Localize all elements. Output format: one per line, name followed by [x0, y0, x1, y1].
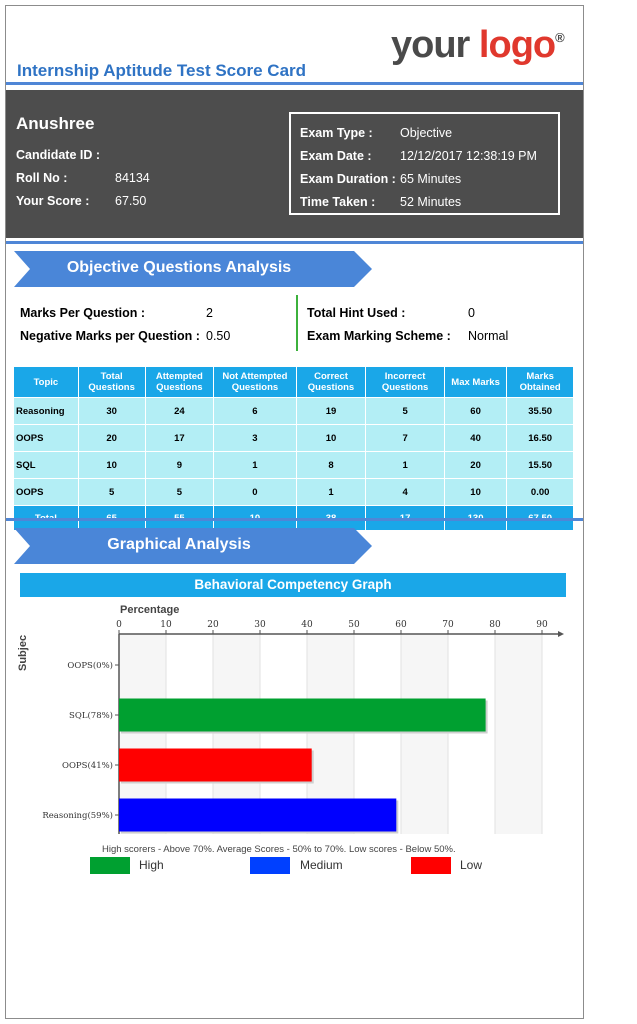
table-cell: 60: [444, 398, 506, 425]
x-tick-label: 20: [207, 620, 219, 630]
logo-accent-text: logo: [478, 24, 556, 66]
col-header-max-marks: Max Marks: [444, 367, 506, 398]
table-cell: 1: [366, 452, 445, 479]
table-cell: 3: [214, 425, 296, 452]
score-card-page: [5, 5, 584, 1019]
table-cell: 17: [145, 425, 214, 452]
table-cell: 5: [145, 479, 214, 506]
graph-section-heading: Graphical Analysis: [107, 536, 251, 553]
objective-section-heading: Objective Questions Analysis: [66, 259, 292, 276]
table-cell: 4: [366, 479, 445, 506]
logo-registered-mark: ®: [555, 30, 564, 45]
table-cell: 1: [214, 452, 296, 479]
table-cell: 5: [366, 398, 445, 425]
x-tick-label: 90: [536, 620, 548, 630]
marking-scheme-value: Normal: [468, 329, 509, 343]
x-tick-label: 50: [348, 620, 360, 630]
roll-no-value: 84134: [115, 171, 150, 185]
negative-marks-label: Negative Marks per Question :: [20, 329, 200, 343]
table-cell: 9: [145, 452, 214, 479]
candidate-id-label: Candidate ID :: [16, 148, 101, 162]
col-header-not-attempted: Not Attempted Questions: [214, 367, 296, 398]
col-header-total-questions: Total Questions: [78, 367, 145, 398]
x-axis-title: Percentage: [120, 604, 180, 616]
page-title: Internship Aptitude Test Score Card: [17, 61, 307, 80]
table-cell: 7: [366, 425, 445, 452]
table-cell: 10: [78, 452, 145, 479]
roll-no-label: Roll No :: [16, 171, 68, 185]
your-score-label: Your Score :: [16, 194, 90, 208]
table-cell: 30: [78, 398, 145, 425]
negative-marks-value: 0.50: [206, 329, 231, 343]
table-cell: 20: [444, 452, 506, 479]
exam-type-label: Exam Type :: [300, 126, 373, 140]
legend-label-high: High: [139, 858, 164, 872]
table-cell: 40: [444, 425, 506, 452]
x-tick-label: 30: [254, 620, 266, 630]
col-header-correct: Correct Questions: [296, 367, 366, 398]
col-header-incorrect: Incorrect Questions: [366, 367, 445, 398]
table-cell: 24: [145, 398, 214, 425]
exam-duration-label: Exam Duration :: [300, 172, 396, 186]
col-header-topic: Topic: [14, 367, 79, 398]
legend-label-low: Low: [460, 858, 483, 872]
time-taken-label: Time Taken :: [300, 195, 376, 209]
logo-main-text: your: [391, 24, 470, 66]
x-tick-label: 10: [160, 620, 172, 630]
bar: [119, 699, 486, 732]
legend-swatch-low: [411, 857, 451, 874]
exam-type-value: Objective: [400, 126, 453, 140]
col-header-attempted: Attempted Questions: [145, 367, 214, 398]
table-cell: OOPS: [14, 425, 79, 452]
competency-chart: [6, 6, 583, 846]
grid-band: [401, 634, 448, 834]
legend-swatch-medium: [250, 857, 290, 874]
table-cell: 6: [214, 398, 296, 425]
grid-band: [495, 634, 542, 834]
legend-note: High scorers - Above 70%. Average Scores - 50% to 70%. Low scores - Below 50%.: [102, 844, 456, 855]
x-tick-label: 70: [442, 620, 454, 630]
hint-used-value: 0: [468, 306, 475, 320]
exam-duration-value: 65 Minutes: [400, 172, 462, 186]
candidate-name: Anushree: [16, 114, 95, 133]
table-cell: 20: [78, 425, 145, 452]
time-taken-value: 52 Minutes: [400, 195, 462, 209]
table-cell: 1: [296, 479, 366, 506]
table-cell: 0: [214, 479, 296, 506]
y-tick-label: OOPS(0%): [67, 661, 113, 671]
col-header-marks-obtained: Marks Obtained: [507, 367, 574, 398]
x-tick-label: 40: [301, 620, 313, 630]
your-score-value: 67.50: [115, 194, 147, 208]
table-cell: SQL: [14, 452, 79, 479]
table-cell: Reasoning: [14, 398, 79, 425]
table-cell: 0.00: [507, 479, 574, 506]
x-tick-label: 60: [395, 620, 407, 630]
table-cell: 15.50: [507, 452, 574, 479]
y-tick-label: SQL(78%): [69, 711, 113, 721]
table-cell: 8: [296, 452, 366, 479]
table-cell: 19: [296, 398, 366, 425]
legend-label-medium: Medium: [300, 858, 343, 872]
table-cell: 10: [296, 425, 366, 452]
table-cell: 5: [78, 479, 145, 506]
x-tick-label: 0: [116, 620, 122, 630]
table-cell: OOPS: [14, 479, 79, 506]
bar: [119, 799, 396, 832]
y-tick-label: OOPS(41%): [61, 761, 113, 771]
graph-title: Behavioral Competency Graph: [20, 573, 566, 597]
marks-per-question-label: Marks Per Question :: [20, 306, 146, 320]
y-tick-label: Reasoning(59%): [42, 811, 113, 821]
x-tick-label: 80: [489, 620, 501, 630]
y-axis-title: Subjec: [17, 634, 29, 671]
marking-scheme-label: Exam Marking Scheme :: [307, 329, 451, 343]
hint-used-label: Total Hint Used :: [307, 306, 406, 320]
exam-date-value: 12/12/2017 12:38:19 PM: [400, 149, 537, 163]
legend-swatch-high: [90, 857, 130, 874]
table-cell: 35.50: [507, 398, 574, 425]
x-axis-arrow: [558, 631, 564, 637]
exam-date-label: Exam Date :: [300, 149, 372, 163]
table-cell: 10: [444, 479, 506, 506]
table-cell: 16.50: [507, 425, 574, 452]
marks-per-question-value: 2: [206, 306, 213, 320]
bar: [119, 749, 312, 782]
